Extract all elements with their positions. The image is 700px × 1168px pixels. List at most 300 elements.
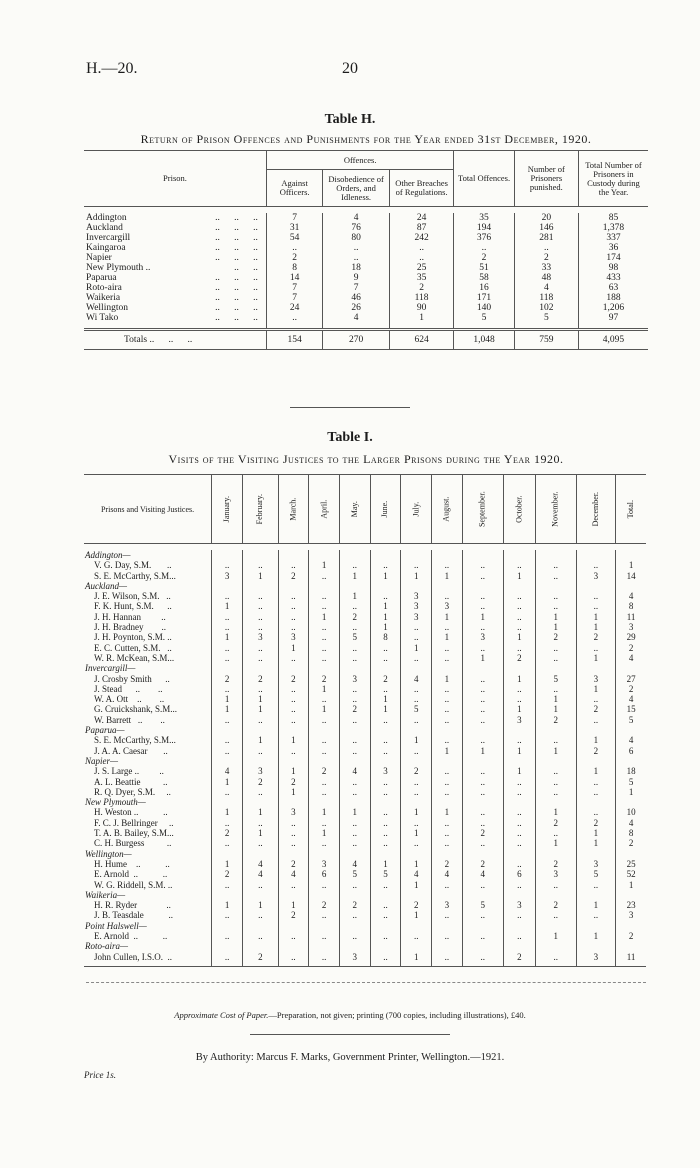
cell-month: .. xyxy=(278,694,309,704)
cell-month: 1 xyxy=(503,766,535,776)
cell-month: 4 xyxy=(243,869,278,879)
cell-total: 10 xyxy=(616,807,646,817)
cell-month: .. xyxy=(462,571,503,581)
cell-month: 2 xyxy=(401,766,432,776)
cell-month: 1 xyxy=(576,684,616,694)
month-label: June. xyxy=(380,501,390,518)
table-row xyxy=(84,273,648,283)
cell-month: .. xyxy=(339,684,370,694)
table-row xyxy=(84,674,646,684)
cell-month: 1 xyxy=(535,612,576,622)
month-label: December. xyxy=(590,492,600,527)
table-row xyxy=(84,787,646,797)
cell-month: 1 xyxy=(278,735,309,745)
prison-name xyxy=(84,233,266,243)
cell-month: 1 xyxy=(339,591,370,601)
cell-month: 1 xyxy=(576,622,616,632)
cell-month: .. xyxy=(309,632,340,642)
cell-month: .. xyxy=(370,777,401,787)
leader-dots: .. .. .. xyxy=(215,223,258,233)
cell-month: 2 xyxy=(576,632,616,642)
table-row xyxy=(84,766,646,776)
cell-month: .. xyxy=(462,838,503,848)
justice-name: R. Q. Dyer, S.M. .. xyxy=(94,786,171,797)
cell-month: .. xyxy=(212,622,243,632)
cell-month: .. xyxy=(462,694,503,704)
cell-month: .. xyxy=(278,880,309,890)
table-h-title: Table H. xyxy=(324,112,376,127)
cell-month: 5 xyxy=(339,869,370,879)
cell-month: 1 xyxy=(401,571,432,581)
cell-punished: 5 xyxy=(514,313,578,323)
cell-month: .. xyxy=(535,952,576,962)
col-month xyxy=(462,475,503,544)
group-row xyxy=(84,849,646,859)
cell-month: .. xyxy=(243,622,278,632)
cell-month: 1 xyxy=(503,746,535,756)
cell-month: .. xyxy=(370,910,401,920)
total-other: 624 xyxy=(389,330,454,350)
cell-total: 4 xyxy=(616,653,646,663)
cell-total: 5 xyxy=(616,777,646,787)
cell-month: 2 xyxy=(278,674,309,684)
cell-month: .. xyxy=(432,684,463,694)
cell-month: .. xyxy=(309,601,340,611)
cell-month: .. xyxy=(401,684,432,694)
justice-name: J. H. Hannan .. xyxy=(94,611,166,622)
cell-month: .. xyxy=(503,859,535,869)
cell-month: 1 xyxy=(370,612,401,622)
cell-month: .. xyxy=(370,880,401,890)
cell-month: .. xyxy=(339,777,370,787)
cell-month: .. xyxy=(278,684,309,694)
table-row xyxy=(84,223,648,233)
cell-month: .. xyxy=(243,838,278,848)
cell-month: .. xyxy=(462,591,503,601)
cell-month: 3 xyxy=(432,900,463,910)
col-month xyxy=(243,475,278,544)
cell-punished: 20 xyxy=(514,213,578,223)
cell-month: 3 xyxy=(401,591,432,601)
col-month xyxy=(309,475,340,544)
cell-month: .. xyxy=(535,880,576,890)
cell-month: .. xyxy=(503,622,535,632)
cell-punished: .. xyxy=(514,243,578,253)
table-row xyxy=(84,952,646,962)
cell-month: 1 xyxy=(503,632,535,642)
justice-name: S. E. McCarthy, S.M... xyxy=(94,570,176,581)
cell-month: 1 xyxy=(401,643,432,653)
justice-name: W. G. Riddell, S.M. .. xyxy=(94,879,173,890)
cell-month: 4 xyxy=(339,859,370,869)
cell-month: .. xyxy=(212,684,243,694)
cell-month: 2 xyxy=(535,715,576,725)
table-row xyxy=(84,303,648,313)
cell-month: 2 xyxy=(278,777,309,787)
leader-dots: .. .. .. xyxy=(215,293,258,303)
cell-month: 4 xyxy=(401,869,432,879)
cell-month: .. xyxy=(339,787,370,797)
cell-month: 1 xyxy=(339,807,370,817)
cell-month: .. xyxy=(462,601,503,611)
group-label: Napier— xyxy=(85,755,119,766)
table-row xyxy=(84,243,648,253)
cell-month: .. xyxy=(339,735,370,745)
cell-month: .. xyxy=(278,591,309,601)
cell-month: .. xyxy=(243,591,278,601)
cell-month: 1 xyxy=(432,807,463,817)
cell-month: .. xyxy=(339,560,370,570)
cell-month: 1 xyxy=(309,704,340,714)
prison-name xyxy=(84,253,266,263)
cell-month: .. xyxy=(243,715,278,725)
cell-month: .. xyxy=(212,612,243,622)
group-label: Auckland— xyxy=(85,580,127,591)
cell-month: 1 xyxy=(576,653,616,663)
cell-punished: 2 xyxy=(514,253,578,263)
justice-name: W. A. Ott .. .. xyxy=(94,694,165,705)
cell-month: .. xyxy=(432,766,463,776)
cell-month: .. xyxy=(401,694,432,704)
cell-month: .. xyxy=(503,684,535,694)
cell-month: 2 xyxy=(278,910,309,920)
cell-month: 2 xyxy=(370,674,401,684)
total-against: 154 xyxy=(266,330,322,350)
prison-label: Waikeria xyxy=(86,293,121,303)
cell-month: .. xyxy=(462,622,503,632)
cell-custody: 63 xyxy=(578,283,648,293)
cell-month: .. xyxy=(309,746,340,756)
cell-month: .. xyxy=(212,952,243,962)
cell-custody: 174 xyxy=(578,253,648,263)
cell-month: .. xyxy=(503,931,535,941)
cell-disobedience: 18 xyxy=(323,263,390,273)
cell-month: 2 xyxy=(462,859,503,869)
cell-month: .. xyxy=(535,735,576,745)
cell-total: 3 xyxy=(616,622,646,632)
table-row xyxy=(84,560,646,570)
cell-month: 5 xyxy=(401,704,432,714)
cell-month: 1 xyxy=(278,900,309,910)
prison-label: New Plymouth .. xyxy=(86,263,151,273)
cell-month: .. xyxy=(278,601,309,611)
cell-month: .. xyxy=(278,612,309,622)
cell-month: .. xyxy=(339,838,370,848)
cell-month: 1 xyxy=(243,828,278,838)
cell-month: 6 xyxy=(309,869,340,879)
cell-month: 1 xyxy=(212,694,243,704)
table-row xyxy=(84,880,646,890)
cell-month: .. xyxy=(462,952,503,962)
cell-total: 11 xyxy=(616,612,646,622)
cell-month: .. xyxy=(432,777,463,787)
cell-month: 1 xyxy=(401,859,432,869)
cost-text: —Preparation, not given; printing (700 copies, including illustrations), £40. xyxy=(268,1010,526,1020)
cell-month: 1 xyxy=(535,622,576,632)
cell-total: 2 xyxy=(616,838,646,848)
col-custody: Total Number of Prisoners in Custody during the Year. xyxy=(578,151,648,207)
group-row xyxy=(84,756,646,766)
justice-name: H. Hume .. .. xyxy=(94,858,170,869)
justice-name: H. R. Ryder .. xyxy=(94,900,171,911)
cell-disobedience: 7 xyxy=(323,283,390,293)
prison-label: Paparua xyxy=(86,273,117,283)
cell-month: 1 xyxy=(370,601,401,611)
cell-total: 18 xyxy=(616,766,646,776)
cell-month: 2 xyxy=(535,859,576,869)
prison-label: Napier xyxy=(86,253,112,263)
prison-label: Auckland xyxy=(86,223,123,233)
prison-label: Addington xyxy=(86,213,127,223)
cell-custody: 1,206 xyxy=(578,303,648,313)
prison-name xyxy=(84,293,266,303)
cell-month: .. xyxy=(370,828,401,838)
col-disobedience: Disobedience of Orders, and Idleness. xyxy=(323,170,390,207)
col-month xyxy=(432,475,463,544)
cell-month: .. xyxy=(462,643,503,653)
cell-month: 2 xyxy=(243,777,278,787)
group-row xyxy=(84,663,646,673)
cell-month: .. xyxy=(432,880,463,890)
cell-month: .. xyxy=(309,818,340,828)
cell-month: 2 xyxy=(309,900,340,910)
justice-name: W. R. McKean, S.M... xyxy=(94,652,175,663)
cell-month: 3 xyxy=(503,715,535,725)
cell-other: .. xyxy=(389,243,454,253)
cell-month: 1 xyxy=(278,766,309,776)
prison-name xyxy=(84,313,266,323)
cell-punished: 102 xyxy=(514,303,578,313)
cell-against: 24 xyxy=(266,303,322,313)
cell-month: 2 xyxy=(535,900,576,910)
cell-month: 5 xyxy=(576,869,616,879)
cell-custody: 337 xyxy=(578,233,648,243)
cell-total: 2 xyxy=(616,931,646,941)
col-month xyxy=(278,475,309,544)
table-row xyxy=(84,694,646,704)
leader-dots: .. .. .. xyxy=(215,283,258,293)
cell-total: 51 xyxy=(454,263,514,273)
cell-month: .. xyxy=(278,715,309,725)
month-label: August. xyxy=(441,496,451,523)
leader-dots: .. .. .. xyxy=(215,233,258,243)
cell-month: .. xyxy=(401,653,432,663)
cell-month: .. xyxy=(535,643,576,653)
cell-month: .. xyxy=(432,591,463,601)
prison-label: Roto-aira xyxy=(86,283,122,293)
table-h-subtitle: Return of Prison Offences and Punishments for the Year ended 31st December, 1920. xyxy=(140,132,592,146)
cell-month: .. xyxy=(339,828,370,838)
cell-total: 8 xyxy=(616,601,646,611)
cell-disobedience: 4 xyxy=(323,213,390,223)
cell-month: .. xyxy=(370,591,401,601)
cell-month: .. xyxy=(212,715,243,725)
cell-month: 1 xyxy=(535,931,576,941)
cell-against: 7 xyxy=(266,293,322,303)
cell-month: 1 xyxy=(212,632,243,642)
cell-month: .. xyxy=(503,612,535,622)
cell-month: .. xyxy=(576,715,616,725)
cell-month: .. xyxy=(432,653,463,663)
cell-month: .. xyxy=(212,910,243,920)
col-other-breaches: Other Breaches of Regulations. xyxy=(389,170,454,207)
cell-month: 1 xyxy=(503,674,535,684)
cell-month: 1 xyxy=(243,735,278,745)
cell-month: 1 xyxy=(432,571,463,581)
table-row xyxy=(84,828,646,838)
cell-month: .. xyxy=(339,715,370,725)
justice-name: E. C. Cutten, S.M. .. xyxy=(94,642,172,653)
cell-total: 15 xyxy=(616,704,646,714)
cell-month: .. xyxy=(309,787,340,797)
group-label: Paparua— xyxy=(85,725,125,736)
month-label: January. xyxy=(222,496,232,523)
cell-month: 2 xyxy=(503,952,535,962)
cell-against: 2 xyxy=(266,253,322,263)
cell-custody: 97 xyxy=(578,313,648,323)
authority-line: By Authority: Marcus F. Marks, Government Printer, Wellington.—1921. xyxy=(195,1052,505,1063)
cell-month: 1 xyxy=(401,735,432,745)
cell-month: 4 xyxy=(339,766,370,776)
month-label: May. xyxy=(349,501,359,518)
justice-name: C. H. Burgess .. xyxy=(94,838,172,849)
cell-total: 376 xyxy=(454,233,514,243)
prison-label: Invercargill xyxy=(86,233,131,243)
cell-month: .. xyxy=(339,694,370,704)
month-label: February. xyxy=(255,494,265,525)
cell-punished: 48 xyxy=(514,273,578,283)
cell-month: .. xyxy=(339,910,370,920)
cell-total: 194 xyxy=(454,223,514,233)
cell-month: 1 xyxy=(309,807,340,817)
cell-month: .. xyxy=(503,818,535,828)
table-row xyxy=(84,869,646,879)
cell-month: 3 xyxy=(243,766,278,776)
cell-month: .. xyxy=(278,746,309,756)
cell-other: 242 xyxy=(389,233,454,243)
cell-month: .. xyxy=(462,766,503,776)
cell-month: 1 xyxy=(370,704,401,714)
group-label: Roto-aira— xyxy=(85,941,129,952)
cell-month: 4 xyxy=(212,766,243,776)
cell-month: 1 xyxy=(212,807,243,817)
cell-month: .. xyxy=(535,571,576,581)
cell-month: .. xyxy=(339,653,370,663)
table-row xyxy=(84,591,646,601)
cell-month: .. xyxy=(243,643,278,653)
prison-name xyxy=(84,223,266,233)
cell-month: .. xyxy=(309,880,340,890)
col-prisons-justices: Prisons and Visiting Justices. xyxy=(100,504,195,514)
month-label: October. xyxy=(514,495,524,524)
month-label: September. xyxy=(477,491,487,528)
table-row xyxy=(84,715,646,725)
cell-month: .. xyxy=(278,818,309,828)
cell-disobedience: .. xyxy=(323,243,390,253)
justice-name: J. Crosby Smith .. xyxy=(94,673,170,684)
cell-month: 1 xyxy=(309,684,340,694)
cell-total: 8 xyxy=(616,828,646,838)
table-row xyxy=(84,818,646,828)
group-row xyxy=(84,550,646,560)
cell-month: .. xyxy=(212,931,243,941)
cell-total: 171 xyxy=(454,293,514,303)
cell-month: 3 xyxy=(278,807,309,817)
cell-month: .. xyxy=(535,766,576,776)
cell-month: .. xyxy=(462,674,503,684)
cell-month: .. xyxy=(503,560,535,570)
cell-month: 1 xyxy=(432,746,463,756)
cell-month: .. xyxy=(370,653,401,663)
cell-month: .. xyxy=(339,643,370,653)
cost-label: Approximate Cost of Paper. xyxy=(174,1010,269,1020)
month-label: Total. xyxy=(625,500,635,519)
cell-month: .. xyxy=(309,715,340,725)
cell-custody: 36 xyxy=(578,243,648,253)
prison-name xyxy=(84,243,266,253)
cell-month: 3 xyxy=(339,674,370,684)
cell-against: 14 xyxy=(266,273,322,283)
col-month xyxy=(401,475,432,544)
table-row xyxy=(84,735,646,745)
cell-other: 2 xyxy=(389,283,454,293)
cell-month: .. xyxy=(339,931,370,941)
cell-month: 1 xyxy=(576,612,616,622)
cell-month: .. xyxy=(243,910,278,920)
cell-other: 35 xyxy=(389,273,454,283)
justice-name: E. Arnold .. .. xyxy=(94,869,168,880)
cell-month: .. xyxy=(278,828,309,838)
group-row xyxy=(84,921,646,931)
cell-month: .. xyxy=(503,880,535,890)
cell-total: 23 xyxy=(616,900,646,910)
cell-other: 24 xyxy=(389,213,454,223)
cell-month: .. xyxy=(243,601,278,611)
cell-month: .. xyxy=(370,807,401,817)
table-row xyxy=(84,293,648,303)
cell-other: 87 xyxy=(389,223,454,233)
cell-month: 1 xyxy=(462,612,503,622)
cell-month: 1 xyxy=(243,571,278,581)
cell-month: 2 xyxy=(576,818,616,828)
page-number: 20 xyxy=(342,60,358,77)
cell-month: .. xyxy=(309,694,340,704)
cell-month: .. xyxy=(432,818,463,828)
cell-total: 5 xyxy=(616,715,646,725)
cell-month: 1 xyxy=(576,838,616,848)
cell-month: 1 xyxy=(576,931,616,941)
cell-total: 140 xyxy=(454,303,514,313)
cell-disobedience: .. xyxy=(323,253,390,263)
cell-month: 5 xyxy=(370,869,401,879)
group-row xyxy=(84,725,646,735)
cell-month: 5 xyxy=(535,674,576,684)
cell-month: 3 xyxy=(576,859,616,869)
cell-other: .. xyxy=(389,253,454,263)
cell-disobedience: 4 xyxy=(323,313,390,323)
cell-month: 2 xyxy=(212,828,243,838)
total-custody: 4,095 xyxy=(578,330,648,350)
cell-month: .. xyxy=(309,838,340,848)
cell-month: .. xyxy=(278,704,309,714)
cell-month: 1 xyxy=(576,766,616,776)
col-offences-group: Offences. xyxy=(266,151,453,170)
prison-name xyxy=(84,263,266,273)
justice-name: E. Arnold .. .. xyxy=(94,930,168,941)
cell-month: 2 xyxy=(576,746,616,756)
total-disobedience: 270 xyxy=(323,330,390,350)
cell-month: 1 xyxy=(535,694,576,704)
